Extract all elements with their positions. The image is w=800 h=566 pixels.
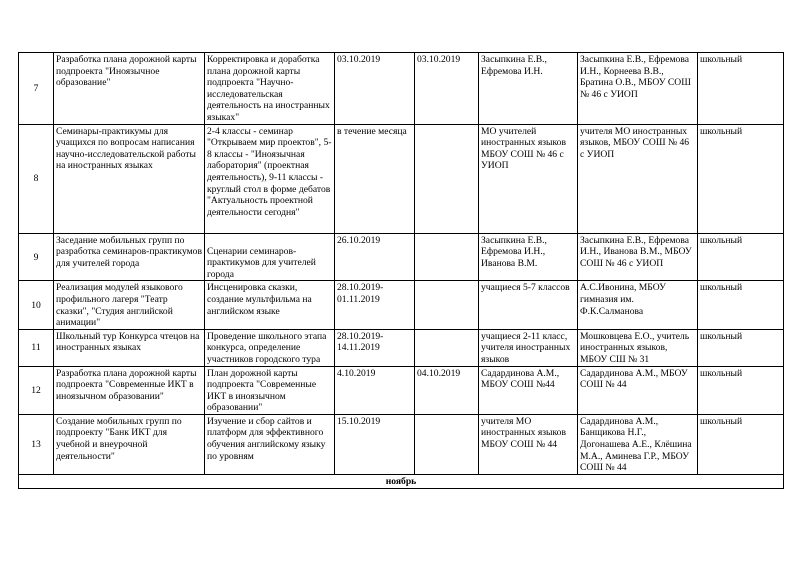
participants-cell: Засыпкина Е.В., Ефремова И.Н. xyxy=(479,53,578,125)
level-cell: школьный xyxy=(698,53,784,125)
participants-cell: учащиеся 5-7 классов xyxy=(479,281,578,329)
start-date-cell: 03.10.2019 xyxy=(335,53,415,125)
responsible-cell: учителя МО иностранных языков, МБОУ СОШ № 46 с УИОП xyxy=(578,124,698,233)
month-header: ноябрь xyxy=(19,474,784,489)
end-date-cell xyxy=(415,281,479,329)
table-row xyxy=(19,233,784,281)
end-date-cell: 04.10.2019 xyxy=(415,366,479,414)
row-number: 10 xyxy=(19,281,54,329)
event-cell: Заседание мобильных групп по разработка семинаров-практикумов для учителей города xyxy=(54,233,205,281)
participants-cell: МО учителей иностранных языков МБОУ СОШ № 46 с УИОП xyxy=(479,124,578,233)
level-cell: школьный xyxy=(698,414,784,474)
end-date-cell: 03.10.2019 xyxy=(415,53,479,125)
row-number: 12 xyxy=(19,366,54,414)
level-cell: школьный xyxy=(698,281,784,329)
table-row xyxy=(19,281,784,329)
table-row xyxy=(19,53,784,125)
row-number: 7 xyxy=(19,53,54,125)
participants-cell: учителя МО иностранных языков МБОУ СОШ № 44 xyxy=(479,414,578,474)
event-cell: Школьный тур Конкурса чтецов на иностранных языках xyxy=(54,329,205,366)
responsible-cell: Мошковцева Е.О., учитель иностранных языков, МБОУ СШ № 31 xyxy=(578,329,698,366)
event-cell: Разработка плана дорожной карты подпроекта "Иноязычное образование" xyxy=(54,53,205,125)
event-cell: Реализация модулей языкового профильного лагеря "Театр сказки", "Студия английской анимации" xyxy=(54,281,205,329)
participants-cell: учащиеся 2-11 класс, учителя иностранных языков xyxy=(479,329,578,366)
end-date-cell xyxy=(415,329,479,366)
responsible-cell: Садардинова А.М., Банщикова Н.Г., Догонашева А.Е., Клёшина М.А., Аминева Г.Р., МБОУ СОШ № 44 xyxy=(578,414,698,474)
participants-cell: Засыпкина Е.В., Ефремова И.Н., Иванова В.М. xyxy=(479,233,578,281)
responsible-cell: Засыпкина Е.В., Ефремова И.Н., Корнеева В.В., Братина О.В., МБОУ СОШ № 46 с УИОП xyxy=(578,53,698,125)
result-cell: Изучение и сбор сайтов и платформ для эффективного обучения английскому языку по уровням xyxy=(205,414,335,474)
result-cell: Инсценировка сказки, создание мультфильма на английском языке xyxy=(205,281,335,329)
result-cell: Сценарии семинаров-практикумов для учителей города xyxy=(205,233,335,281)
level-cell: школьный xyxy=(698,233,784,281)
result-cell: Проведение школьного этапа конкурса, определение участников городского тура xyxy=(205,329,335,366)
responsible-cell: А.С.Ивонина, МБОУ гимназия им. Ф.К.Салманова xyxy=(578,281,698,329)
event-cell: Семинары-практикумы для учащихся по вопросам написания научно-исследовательской работы на иностранных языках xyxy=(54,124,205,233)
table-row xyxy=(19,124,784,233)
row-number: 11 xyxy=(19,329,54,366)
start-date-cell: 15.10.2019 xyxy=(335,414,415,474)
start-date-cell: 4.10.2019 xyxy=(335,366,415,414)
plan-table xyxy=(18,52,784,489)
row-number: 13 xyxy=(19,414,54,474)
result-cell: Корректировка и доработка плана дорожной карты подпроекта "Научно-исследовательская деятельность на иностранных языках" xyxy=(205,53,335,125)
responsible-cell: Садардинова А.М., МБОУ СОШ № 44 xyxy=(578,366,698,414)
start-date-cell: 28.10.2019-14.11.2019 xyxy=(335,329,415,366)
table-row xyxy=(19,366,784,414)
table-row xyxy=(19,329,784,366)
result-cell: 2-4 классы - семинар "Открываем мир проектов", 5-8 классы - "Иноязычная лаборатория" (проектная деятельность), 9-11 классы - круглый стол в форме дебатов "Актуальность проектной деятельности сегодня" xyxy=(205,124,335,233)
row-number: 9 xyxy=(19,233,54,281)
table-row xyxy=(19,414,784,474)
start-date-cell: в течение месяца xyxy=(335,124,415,233)
level-cell: школьный xyxy=(698,124,784,233)
event-cell: Разработка плана дорожной карты подпроекта "Современные ИКТ в иноязычном образовании" xyxy=(54,366,205,414)
result-cell: План дорожной карты подпроекта "Современные ИКТ в иноязычном образовании" xyxy=(205,366,335,414)
row-number: 8 xyxy=(19,124,54,233)
end-date-cell xyxy=(415,124,479,233)
start-date-cell: 26.10.2019 xyxy=(335,233,415,281)
level-cell: школьный xyxy=(698,366,784,414)
participants-cell: Садардинова А.М., МБОУ СОШ №44 xyxy=(479,366,578,414)
level-cell: школьный xyxy=(698,329,784,366)
end-date-cell xyxy=(415,414,479,474)
start-date-cell: 28.10.2019-01.11.2019 xyxy=(335,281,415,329)
event-cell: Создание мобильных групп по подпроекту "Банк ИКТ для учебной и внеурочной деятельности" xyxy=(54,414,205,474)
month-row xyxy=(19,474,784,489)
end-date-cell xyxy=(415,233,479,281)
responsible-cell: Засыпкина Е.В., Ефремова И.Н., Иванова В.М., МБОУ СОШ № 46 с УИОП xyxy=(578,233,698,281)
